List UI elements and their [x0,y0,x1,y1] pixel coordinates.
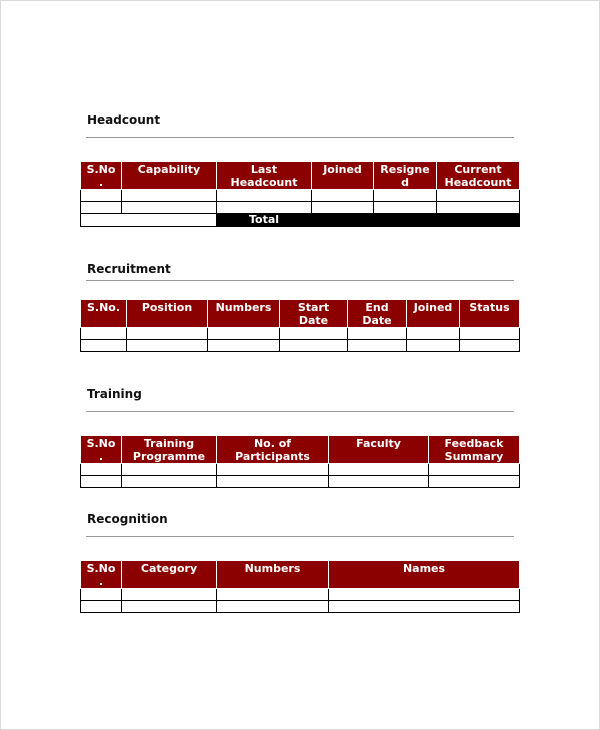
table-row [81,340,520,352]
table-row [81,601,520,613]
table-cell[interactable] [437,202,520,214]
table-header-row [81,561,520,589]
table-cell[interactable] [329,464,429,476]
column-header-no-of-participants: No. of Participants [217,436,329,464]
table-cell[interactable] [429,476,520,488]
table-cell[interactable] [429,464,520,476]
table-cell[interactable] [81,589,122,601]
column-header-joined: Joined [312,162,374,190]
table-cell[interactable] [217,601,329,613]
column-header-joined: Joined [407,300,460,328]
table-cell[interactable] [280,340,348,352]
table-cell[interactable] [122,476,217,488]
table-cell[interactable] [81,190,122,202]
table-cell[interactable] [348,328,407,340]
table-cell[interactable] [374,202,437,214]
column-header-category: Category [122,561,217,589]
column-header-start-date: Start Date [280,300,348,328]
table-row [81,328,520,340]
column-header-sno: S.No . [81,561,122,589]
recognition-table [80,560,520,613]
column-header-feedback-summary: Feedback Summary [429,436,520,464]
table-row [81,476,520,488]
column-header-last-headcount: Last Headcount [217,162,312,190]
column-header-end-date: End Date [348,300,407,328]
table-cell[interactable] [81,476,122,488]
table-cell[interactable] [407,328,460,340]
table-cell[interactable] [217,589,329,601]
section-title-recruitment: Recruitment [87,262,171,276]
table-cell[interactable] [217,476,329,488]
section-title-recognition: Recognition [87,512,168,526]
table-cell[interactable] [81,340,127,352]
table-cell[interactable] [329,476,429,488]
headcount-table [80,161,520,227]
table-cell[interactable] [81,214,217,227]
total-row [81,214,520,227]
column-header-faculty: Faculty [329,436,429,464]
table-cell[interactable] [217,202,312,214]
table-header-row [81,436,520,464]
table-cell[interactable] [122,589,217,601]
column-header-sno: S.No . [81,162,122,190]
column-header-current-headcount: Current Headcount [437,162,520,190]
column-header-position: Position [127,300,208,328]
table-cell[interactable] [127,340,208,352]
table-cell[interactable] [217,464,329,476]
table-cell[interactable] [81,328,127,340]
column-header-training-programme: Training Programme [122,436,217,464]
table-cell[interactable] [348,340,407,352]
column-header-sno: S.No . [81,436,122,464]
table-cell[interactable] [81,601,122,613]
table-cell[interactable] [217,190,312,202]
table-cell[interactable] [122,601,217,613]
recruitment-table [80,299,520,352]
section-divider [86,137,514,138]
table-cell[interactable] [81,464,122,476]
table-cell[interactable] [329,601,520,613]
column-header-status: Status [460,300,520,328]
section-divider [86,280,514,281]
table-cell[interactable] [460,340,520,352]
table-row [81,589,520,601]
table-cell[interactable] [208,328,280,340]
table-header-row [81,162,520,190]
table-cell[interactable] [437,190,520,202]
column-header-resigned: Resigne d [374,162,437,190]
column-header-sno: S.No. [81,300,127,328]
column-header-numbers: Numbers [217,561,329,589]
table-cell[interactable] [312,202,374,214]
column-header-numbers: Numbers [208,300,280,328]
column-header-names: Names [329,561,520,589]
section-divider [86,411,514,412]
table-cell[interactable] [374,190,437,202]
table-row [81,464,520,476]
training-table [80,435,520,488]
table-cell[interactable] [122,464,217,476]
total-label: Total [217,214,520,227]
table-row [81,190,520,202]
table-cell[interactable] [127,328,208,340]
table-cell[interactable] [460,328,520,340]
table-row [81,202,520,214]
section-title-headcount: Headcount [87,113,161,127]
table-cell[interactable] [122,202,217,214]
table-cell[interactable] [312,190,374,202]
table-cell[interactable] [81,202,122,214]
table-cell[interactable] [329,589,520,601]
table-cell[interactable] [208,340,280,352]
table-cell[interactable] [407,340,460,352]
section-divider [86,536,514,537]
column-header-capability: Capability [122,162,217,190]
table-cell[interactable] [122,190,217,202]
table-header-row [81,300,520,328]
table-cell[interactable] [280,328,348,340]
section-title-training: Training [87,387,142,401]
